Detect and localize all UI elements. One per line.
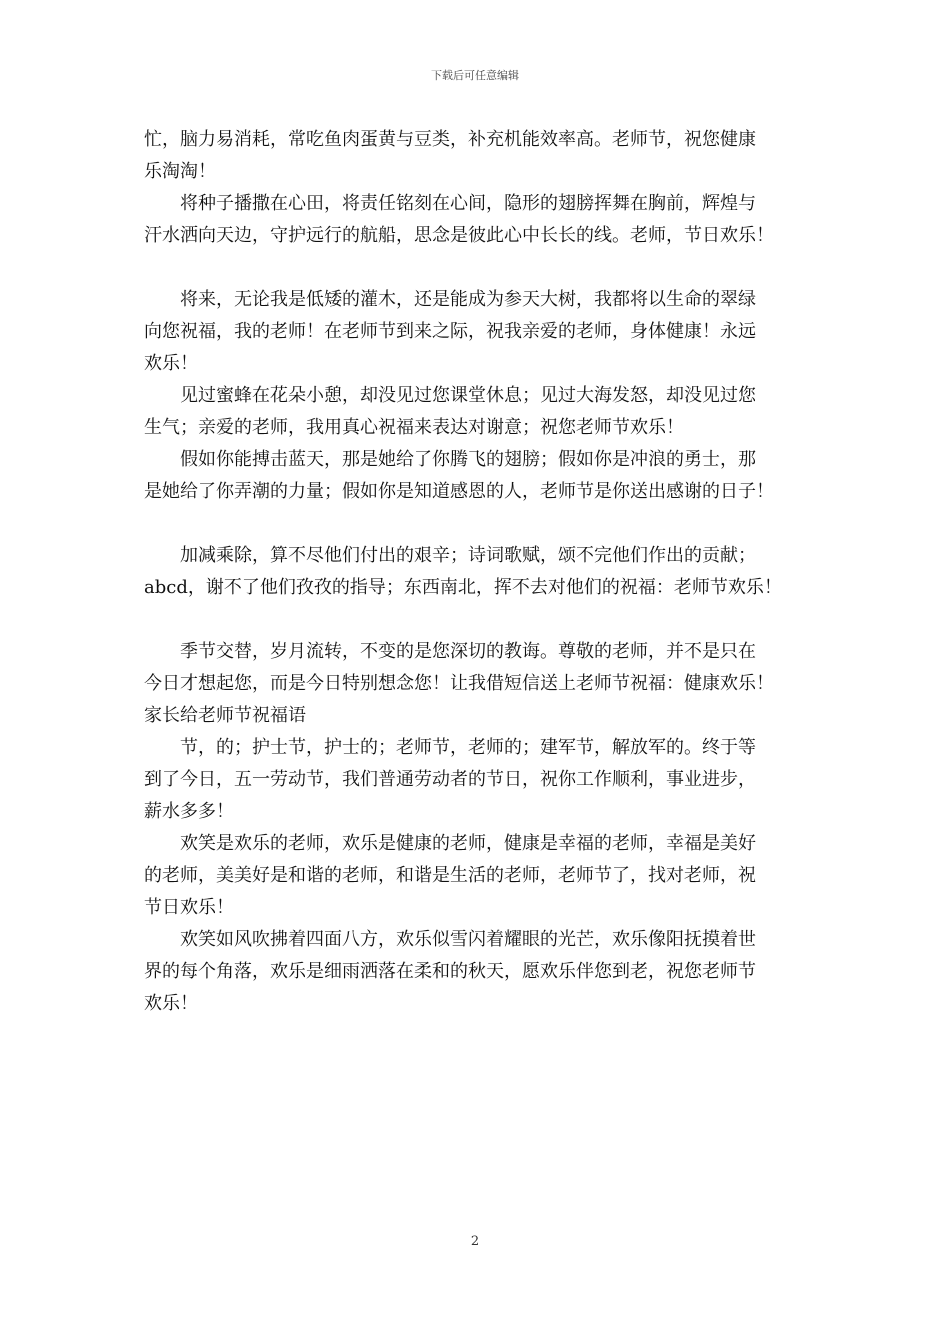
text-line: 假如你能搏击蓝天，那是她给了你腾飞的翅膀；假如你是冲浪的勇士，那 [144, 449, 756, 470]
document-body [144, 124, 819, 1020]
text-line: 见过蜜蜂在花朵小憩，却没见过您课堂休息；见过大海发怒，却没见过您 [144, 385, 756, 406]
text-line: 忙，脑力易消耗，常吃鱼肉蛋黄与豆类，补充机能效率高。老师节，祝您健康 [144, 129, 756, 150]
text-line: 到了今日，五一劳动节，我们普通劳动者的节日，祝你工作顺利，事业进步， [144, 769, 756, 790]
text-line: 乐淘淘！ [144, 161, 216, 182]
text-line: 薪水多多！ [144, 801, 234, 822]
text-line: 欢笑如风吹拂着四面八方，欢乐似雪闪着耀眼的光芒，欢乐像阳抚摸着世 [144, 929, 756, 950]
page-header: 下载后可任意编辑 [431, 69, 519, 82]
text-line: 汗水洒向天边，守护远行的航船，思念是彼此心中长长的线。老师，节日欢乐！ [144, 225, 774, 246]
text-line: 加减乘除，算不尽他们付出的艰辛；诗词歌赋，颂不完他们作出的贡献； [144, 545, 756, 566]
text-line: 是她给了你弄潮的力量；假如你是知道感恩的人，老师节是你送出感谢的日子！ [144, 481, 774, 502]
text-line: 的老师，美美好是和谐的老师，和谐是生活的老师，老师节了，找对老师，祝 [144, 865, 756, 886]
text-line: 将来，无论我是低矮的灌木，还是能成为参天大树，我都将以生命的翠绿 [144, 289, 756, 310]
text-line: 欢笑是欢乐的老师，欢乐是健康的老师，健康是幸福的老师，幸福是美好 [144, 833, 756, 854]
page-number: 2 [470, 1234, 480, 1249]
text-line: 界的每个角落，欢乐是细雨洒落在柔和的秋天，愿欢乐伴您到老，祝您老师节 [144, 961, 756, 982]
text-line: 向您祝福，我的老师！在老师节到来之际，祝我亲爱的老师，身体健康！永远 [144, 321, 756, 342]
text-line: 今日才想起您，而是今日特别想念您！让我借短信送上老师节祝福：健康欢乐！ [144, 673, 774, 694]
text-line: 节日欢乐！ [144, 897, 234, 918]
blank-line [144, 508, 819, 540]
text-line: abcd，谢不了他们孜孜的指导；东西南北，挥不去对他们的祝福：老师节欢乐！ [144, 577, 782, 598]
text-line: 节，的；护士节，护士的；老师节，老师的；建军节，解放军的。终于等 [144, 737, 756, 758]
text-line: 家长给老师节祝福语 [144, 705, 306, 726]
blank-line [144, 252, 819, 284]
text-line: 欢乐！ [144, 993, 198, 1014]
text-line: 季节交替，岁月流转，不变的是您深切的教诲。尊敬的老师，并不是只在 [144, 641, 756, 662]
blank-line [144, 604, 819, 636]
text-line: 欢乐！ [144, 353, 198, 374]
text-line: 将种子播撒在心田，将责任铭刻在心间，隐形的翅膀挥舞在胸前，辉煌与 [144, 193, 756, 214]
text-line: 生气；亲爱的老师，我用真心祝福来表达对谢意；祝您老师节欢乐！ [144, 417, 684, 438]
